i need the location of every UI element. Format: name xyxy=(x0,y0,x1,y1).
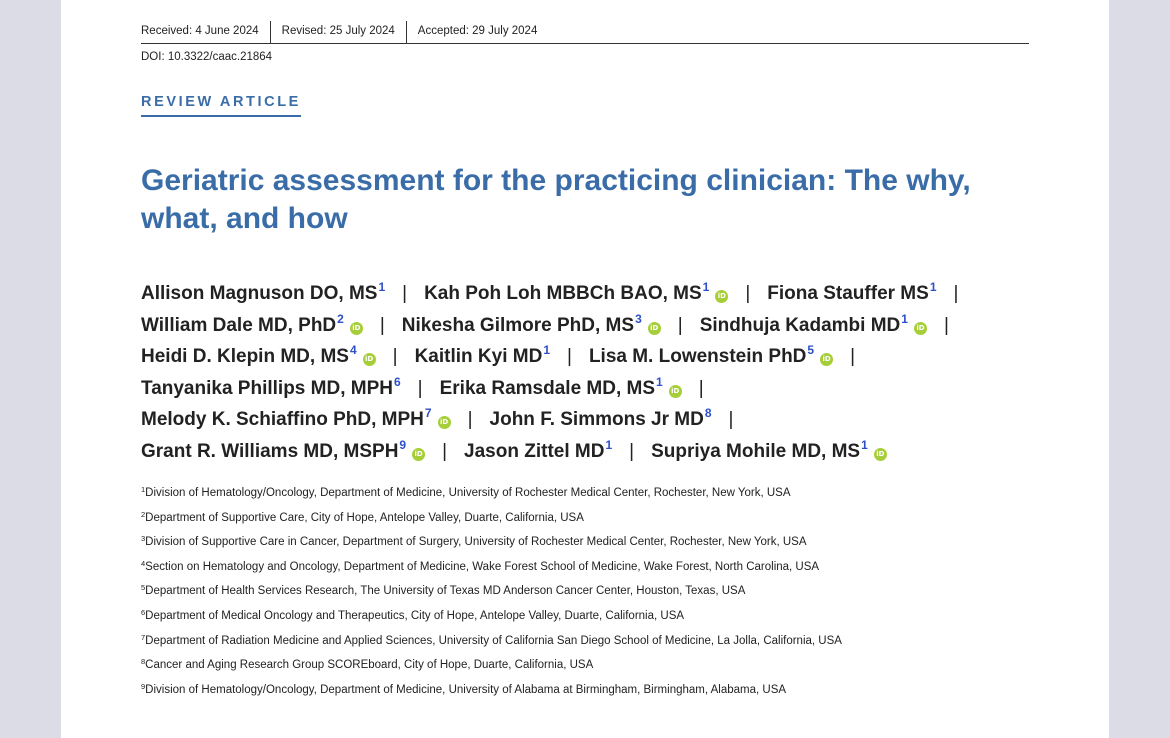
author-separator: | xyxy=(698,377,704,399)
author-name: John F. Simmons Jr MD xyxy=(489,409,704,431)
author-name: Lisa M. Lowenstein PhD xyxy=(588,346,807,368)
author xyxy=(424,280,728,304)
author xyxy=(141,280,386,304)
author xyxy=(489,406,712,431)
article-type-label: REVIEW ARTICLE xyxy=(141,94,301,117)
author-name: Sindhuja Kadambi MD xyxy=(699,314,901,336)
affiliation xyxy=(141,484,1041,509)
affiliation-marker[interactable]: 3 xyxy=(635,311,642,326)
affiliation-marker[interactable]: 2 xyxy=(337,311,344,326)
affiliation xyxy=(141,558,1041,583)
orcid-icon[interactable]: iD xyxy=(874,448,887,461)
author-separator: | xyxy=(379,314,385,336)
author-separator: | xyxy=(850,346,856,368)
author-name: Erika Ramsdale MD, MS xyxy=(439,377,656,399)
affiliation-number: 1 xyxy=(141,485,146,494)
author-separator: | xyxy=(567,346,572,368)
author xyxy=(651,437,887,462)
author-separator: | xyxy=(392,346,398,368)
author xyxy=(767,280,937,304)
orcid-icon[interactable]: iD xyxy=(669,385,682,398)
affiliation-number: 5 xyxy=(141,583,146,593)
affiliation xyxy=(141,656,1041,681)
received-date: Received: 4 June 2024 xyxy=(141,25,259,37)
author-separator: | xyxy=(953,283,959,304)
author-separator: | xyxy=(467,409,473,431)
affiliation xyxy=(141,632,1041,657)
author-name: Melody K. Schiaffino PhD, MPH xyxy=(141,409,424,431)
author xyxy=(414,343,550,368)
affiliation-number: 2 xyxy=(141,509,146,519)
author xyxy=(141,374,401,399)
affiliation-text: Division of Hematology/Oncology, Department of Medicine, University of Rochester Medical Center, Rochester, New York, USA xyxy=(145,487,791,499)
author-name: Allison Magnuson DO, MS xyxy=(141,283,378,304)
affiliation-number: 3 xyxy=(141,534,146,544)
affiliation-number: 7 xyxy=(141,632,146,642)
author-separator: | xyxy=(745,283,751,304)
affiliation-marker[interactable]: 1 xyxy=(901,311,908,326)
affiliation-marker[interactable]: 6 xyxy=(393,374,401,389)
affiliation-text: Department of Radiation Medicine and Applied Sciences, University of California San Diego School of Medicine, La Jolla, California, USA xyxy=(145,634,842,647)
affiliation-marker[interactable]: 1 xyxy=(543,343,550,358)
affiliation-text: Cancer and Aging Research Group SCOREboard, City of Hope, Duarte, California, USA xyxy=(145,659,594,672)
author xyxy=(464,437,613,462)
author xyxy=(141,406,451,431)
affiliation-marker[interactable]: 1 xyxy=(861,437,868,452)
affiliation-marker[interactable]: 8 xyxy=(704,406,712,421)
revised-date: Revised: 25 July 2024 xyxy=(270,21,406,43)
author-name: Kaitlin Kyi MD xyxy=(414,346,543,368)
author-list xyxy=(141,278,1041,468)
affiliation-text: Division of Supportive Care in Cancer, Department of Surgery, University of Rochester Medical Center, Rochester, New York, USA xyxy=(145,536,807,549)
affiliation-text: Department of Medical Oncology and Therapeutics, City of Hope, Antelope Valley, Duarte, California, USA xyxy=(145,609,685,622)
author xyxy=(141,343,376,368)
author-line xyxy=(141,278,1041,310)
affiliation-marker[interactable]: 1 xyxy=(656,374,663,389)
author-name: Supriya Mohile MD, MS xyxy=(651,440,861,462)
affiliation-text: Division of Hematology/Oncology, Department of Medicine, University of Alabama at Birmingham, Birmingham, Alabama, USA xyxy=(145,683,787,696)
affiliation-marker[interactable]: 1 xyxy=(605,437,613,452)
affiliation-text: Department of Supportive Care, City of Hope, Antelope Valley, Duarte, California, USA xyxy=(145,511,584,524)
orcid-icon[interactable]: iD xyxy=(438,416,451,429)
affiliation-marker[interactable]: 5 xyxy=(807,343,815,358)
author-separator: | xyxy=(728,409,734,431)
author xyxy=(141,311,363,336)
affiliation-number: 8 xyxy=(141,657,146,667)
paper-page xyxy=(61,0,1109,738)
affiliation-marker[interactable]: 9 xyxy=(399,437,407,452)
author-line xyxy=(141,404,1041,436)
orcid-icon[interactable]: iD xyxy=(820,353,833,366)
doi-link[interactable]: DOI: 10.3322/caac.21864 xyxy=(141,51,273,63)
affiliation-number: 6 xyxy=(141,607,146,617)
orcid-icon[interactable]: iD xyxy=(363,353,376,366)
author-line xyxy=(141,436,1041,468)
affiliation xyxy=(141,607,1041,632)
affiliation-number: 4 xyxy=(141,558,146,568)
author-separator: | xyxy=(417,377,423,399)
author-name: Tanyanika Phillips MD, MPH xyxy=(141,377,393,399)
author-separator: | xyxy=(442,440,448,462)
author xyxy=(699,311,927,336)
paper-title: Geriatric assessment for the practicing clinician: The why, what, and how xyxy=(141,164,971,235)
author-name: Grant R. Williams MD, MSPH xyxy=(141,440,399,462)
author-separator: | xyxy=(677,314,683,336)
author-name: Fiona Stauffer MS xyxy=(767,283,929,304)
author-separator: | xyxy=(629,440,635,462)
author-line xyxy=(141,373,1041,405)
affiliation-text: Section on Hematology and Oncology, Department of Medicine, Wake Forest School of Medicine, Wake Forest, North Carolina, USA xyxy=(145,560,820,573)
affiliation-marker[interactable]: 7 xyxy=(424,406,432,421)
affiliation-list xyxy=(141,484,1041,705)
author-line xyxy=(141,341,1041,373)
affiliation-marker[interactable]: 1 xyxy=(929,280,937,294)
affiliation xyxy=(141,533,1041,558)
author-name: Heidi D. Klepin MD, MS xyxy=(141,346,349,368)
author-separator: | xyxy=(402,283,408,304)
affiliation-text: Department of Health Services Research, The University of Texas MD Anderson Cancer Center, Houston, Texas, USA xyxy=(145,585,746,598)
affiliation-marker[interactable]: 1 xyxy=(378,280,386,294)
orcid-icon[interactable]: iD xyxy=(715,290,728,303)
author xyxy=(401,311,661,336)
affiliation-marker[interactable]: 1 xyxy=(702,280,710,294)
author-name: Nikesha Gilmore PhD, MS xyxy=(401,314,635,336)
author-name: Kah Poh Loh MBBCh BAO, MS xyxy=(424,283,702,304)
orcid-icon[interactable]: iD xyxy=(648,322,661,335)
affiliation xyxy=(141,681,1041,706)
author-line xyxy=(141,310,1041,342)
affiliation-marker[interactable]: 4 xyxy=(349,343,357,358)
publication-dates xyxy=(141,21,1029,44)
orcid-icon[interactable]: iD xyxy=(412,448,425,461)
author xyxy=(141,437,425,462)
affiliation-number: 9 xyxy=(141,681,146,691)
accepted-date: Accepted: 29 July 2024 xyxy=(406,21,549,43)
orcid-icon[interactable]: iD xyxy=(914,322,927,335)
author-separator: | xyxy=(943,314,949,336)
affiliation xyxy=(141,582,1041,607)
orcid-icon[interactable]: iD xyxy=(350,322,363,335)
author xyxy=(439,374,682,399)
author-name: William Dale MD, PhD xyxy=(141,314,337,336)
affiliation xyxy=(141,509,1041,534)
author-name: Jason Zittel MD xyxy=(464,440,605,462)
author xyxy=(588,343,833,368)
